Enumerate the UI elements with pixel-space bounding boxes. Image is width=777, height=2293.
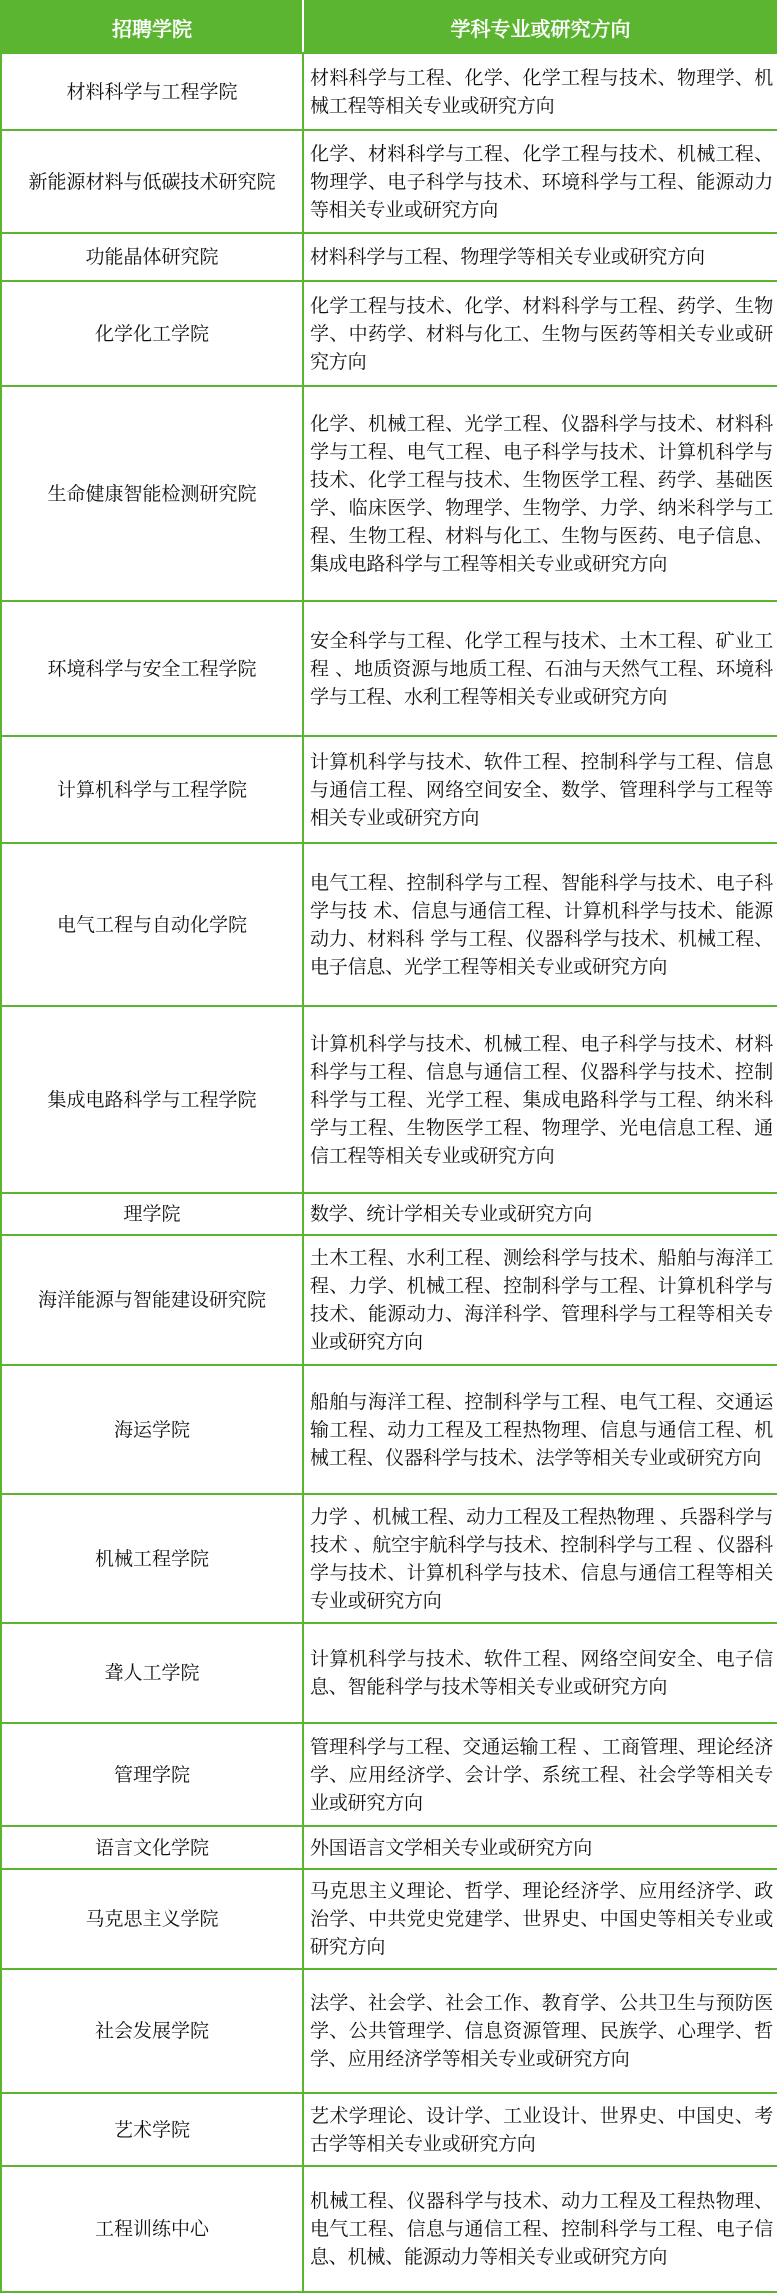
school-cell: 生命健康智能检测研究院 [1,386,303,601]
school-cell: 化学化工学院 [1,281,303,386]
major-cell: 材料科学与工程、化学、化学工程与技术、物理学、机械工程等相关专业或研究方向 [303,53,777,130]
major-cell: 数学、统计学相关专业或研究方向 [303,1193,777,1235]
table-row [1,1365,777,1494]
table-body [1,53,777,2292]
header-row [1,1,777,53]
school-cell: 艺术学院 [1,2093,303,2166]
school-cell: 理学院 [1,1193,303,1235]
school-cell: 管理学院 [1,1723,303,1826]
major-cell: 外国语言文学相关专业或研究方向 [303,1826,777,1869]
table-row [1,2166,777,2292]
school-cell: 新能源材料与低碳技术研究院 [1,130,303,233]
major-cell: 材料科学与工程、物理学等相关专业或研究方向 [303,233,777,281]
major-cell: 管理科学与工程、交通运输工程 、工商管理、理论经济学、应用经济学、会计学、系统工程、社会学等相关专业或研究方向 [303,1723,777,1826]
school-cell: 计算机科学与工程学院 [1,736,303,843]
school-cell: 电气工程与自动化学院 [1,843,303,1006]
school-cell: 功能晶体研究院 [1,233,303,281]
table-row [1,843,777,1006]
table-header [1,1,777,53]
school-cell: 材料科学与工程学院 [1,53,303,130]
school-cell: 工程训练中心 [1,2166,303,2292]
major-cell: 安全科学与工程、化学工程与技术、土木工程、矿业工程 、地质资源与地质工程、石油与天然气工程、环境科学与工程、水利工程等相关专业或研究方向 [303,601,777,736]
header-school: 招聘学院 [1,1,303,53]
table-row [1,386,777,601]
table-row [1,53,777,130]
table-row [1,2093,777,2166]
table-row [1,281,777,386]
school-cell: 机械工程学院 [1,1494,303,1623]
major-cell: 计算机科学与技术、软件工程、网络空间安全、电子信息、智能科学与技术等相关专业或研究方向 [303,1623,777,1723]
major-cell: 电气工程、控制科学与工程、智能科学与技术、电子科学与技 术、信息与通信工程、计算机科学与技术、能源动力、材料科 学与工程、仪器科学与技术、机械工程、电子信息、光学工程等相关专业或研究方向 [303,843,777,1006]
table-row [1,1006,777,1193]
major-cell: 计算机科学与技术、软件工程、控制科学与工程、信息与通信工程、网络空间安全、数学、管理科学与工程等相关专业或研究方向 [303,736,777,843]
major-cell: 船舶与海洋工程、控制科学与工程、电气工程、交通运输工程、动力工程及工程热物理、信息与通信工程、机械工程、仪器科学与技术、法学等相关专业或研究方向 [303,1365,777,1494]
table-row [1,1826,777,1869]
school-cell: 马克思主义学院 [1,1869,303,1969]
table-row [1,1969,777,2093]
table-row [1,233,777,281]
table-row [1,1623,777,1723]
major-cell: 马克思主义理论、哲学、理论经济学、应用经济学、政治学、中共党史党建学、世界史、中国史等相关专业或研究方向 [303,1869,777,1969]
school-cell: 集成电路科学与工程学院 [1,1006,303,1193]
table-row [1,1494,777,1623]
major-cell: 化学工程与技术、化学、材料科学与工程、药学、生物学、中药学、材料与化工、生物与医药等相关专业或研究方向 [303,281,777,386]
major-cell: 土木工程、水利工程、测绘科学与技术、船舶与海洋工程、力学、机械工程、控制科学与工程、计算机科学与技术、能源动力、海洋科学、管理科学与工程等相关专业或研究方向 [303,1235,777,1365]
major-cell: 机械工程、仪器科学与技术、动力工程及工程热物理、电气工程、信息与通信工程、控制科学与工程、电子信息、机械、能源动力等相关专业或研究方向 [303,2166,777,2292]
school-cell: 社会发展学院 [1,1969,303,2093]
major-cell: 艺术学理论、设计学、工业设计、世界史、中国史、考古学等相关专业或研究方向 [303,2093,777,2166]
table-row [1,1869,777,1969]
school-cell: 环境科学与安全工程学院 [1,601,303,736]
major-cell: 化学、机械工程、光学工程、仪器科学与技术、材料科学与工程、电气工程、电子科学与技术、计算机科学与技术、化学工程与技术、生物医学工程、药学、基础医学、临床医学、物理学、生物学、力学、纳米科学与工程、生物工程、材料与化工、生物与医药、电子信息、集成电路科学与工程等相关专业或研究方向 [303,386,777,601]
school-cell: 聋人工学院 [1,1623,303,1723]
school-cell: 语言文化学院 [1,1826,303,1869]
table-row [1,1235,777,1365]
table-row [1,736,777,843]
table-row [1,1723,777,1826]
table-row [1,130,777,233]
major-cell: 化学、材料科学与工程、化学工程与技术、机械工程、物理学、电子科学与技术、环境科学与工程、能源动力等相关专业或研究方向 [303,130,777,233]
major-cell: 计算机科学与技术、机械工程、电子科学与技术、材料科学与工程、信息与通信工程、仪器科学与技术、控制科学与工程、光学工程、集成电路科学与工程、纳米科学与工程、生物医学工程、物理学、光电信息工程、通信工程等相关专业或研究方向 [303,1006,777,1193]
major-cell: 力学 、机械工程、动力工程及工程热物理 、兵器科学与技术 、航空宇航科学与技术、控制科学与工程 、仪器科学与技术、计算机科学与技术、信息与通信工程等相关专业或研究方向 [303,1494,777,1623]
table-row [1,601,777,736]
school-cell: 海运学院 [1,1365,303,1494]
table-row [1,1193,777,1235]
major-cell: 法学、社会学、社会工作、教育学、公共卫生与预防医学、公共管理学、信息资源管理、民族学、心理学、哲学、应用经济学等相关专业或研究方向 [303,1969,777,2093]
school-cell: 海洋能源与智能建设研究院 [1,1235,303,1365]
header-major: 学科专业或研究方向 [303,1,777,53]
